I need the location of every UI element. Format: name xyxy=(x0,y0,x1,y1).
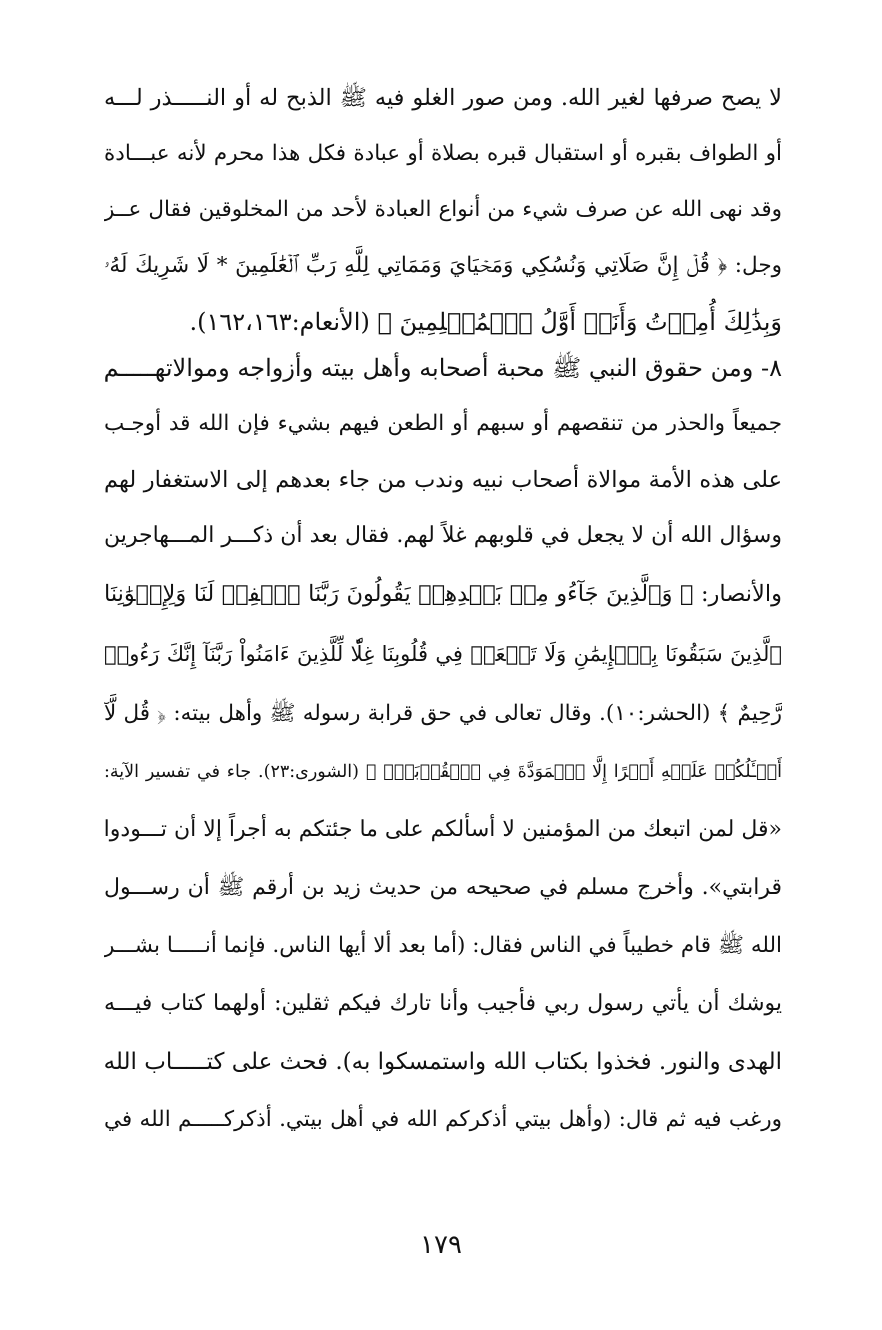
text-line: ورغب فيه ثم قال: (وأهل بيتي أذكركم الله في أهل بيتي. أذكركـــــم الله في xyxy=(104,1107,782,1132)
quran-verse-line: وجل: ﴿ قُلۡ إِنَّ صَلَاتِي وَنُسُكِي وَمَحۡيَايَ وَمَمَاتِي لِلَّهِ رَبِّ ٱلۡعَٰلَمِينَ * لَا شَرِيكَ لَهُۥ xyxy=(104,253,782,278)
quran-verse-line: أَسۡـَٔلُكُمۡ عَلَيۡهِ أَجۡرًا إِلَّا ٱلۡمَوَدَّةَ فِي ٱلۡقُرۡبَىٰۗ ﴾ (الشورى:٢٣). جاء في تفسير الآية: xyxy=(104,762,782,782)
text-line: جميعاً والحذر من تنقصهم أو سبهم أو الطعن فيهم بشيء فإن الله قد أوجـب xyxy=(104,411,782,436)
text-line: لا يصح صرفها لغير الله. ومن صور الغلو فيه ﷺ الذبح له أو النـــــذر لـــه xyxy=(104,85,782,111)
text-line: قرابتي». وأخرج مسلم في صحيحه من حديث زيد بن أرقم ﷺ أن رســـول xyxy=(104,875,782,900)
quran-verse-line: والأنصار: ﴿ وَٱلَّذِينَ جَآءُو مِنۢ بَعۡدِهِمۡ يَقُولُونَ رَبَّنَا ٱغۡفِرۡ لَنَا وَلِإِخۡوَٰنِنَا xyxy=(104,581,782,607)
text-line: «قل لمن اتبعك من المؤمنين لا أسألكم على ما جئتكم به أجراً إلا أن تـــودوا xyxy=(104,817,782,842)
page-number: ١٧٩ xyxy=(420,1230,462,1260)
text-line: أو الطواف بقبره أو استقبال قبره بصلاة أو عبادة فكل هذا محرم لأنه عبـــادة xyxy=(104,141,782,166)
text-line: وقد نهى الله عن صرف شيء من أنواع العبادة لأحد من المخلوقين فقال عــز xyxy=(104,197,782,222)
text-line: الهدى والنور. فخذوا بكتاب الله واستمسكوا به). فحث على كتـــــاب الله xyxy=(104,1049,782,1075)
text-line: ٨- ومن حقوق النبي ﷺ محبة أصحابه وأهل بيته وأزواجه وموالاتهـــــم xyxy=(104,354,782,382)
quran-verse-line: وَبِذَٰلِكَ أُمِرۡتُ وَأَنَا۠ أَوَّلُ ٱلۡمُسۡلِمِينَ ﴾ (الأنعام:١٦٢،١٦٣). xyxy=(189,308,782,336)
text-line: على هذه الأمة موالاة أصحاب نبيه وندب من جاء بعدهم إلى الاستغفار لهم xyxy=(104,467,782,493)
text-line: وسؤال الله أن لا يجعل في قلوبهم غلاً لهم. فقال بعد أن ذكـــر المـــهاجرين xyxy=(104,523,782,548)
paragraph-1 xyxy=(104,74,782,364)
quran-verse-line: ٱلَّذِينَ سَبَقُونَا بِٱلۡإِيمَٰنِ وَلَا تَجۡعَلۡ فِي قُلُوبِنَا غِلّٗا لِّلَّذِينَ ءَامَنُواْ رَبَّنَآ إِنَّكَ رَءُوفٞ xyxy=(104,642,782,666)
text-line: الله ﷺ قام خطيباً في الناس فقال: (أما بعد ألا أيها الناس. فإنما أنـــــا بشـــر xyxy=(104,933,782,958)
text-line: يوشك أن يأتي رسول ربي فأجيب وأنا تارك فيكم ثقلين: أولهما كتاب فيـــه xyxy=(104,991,782,1016)
paragraph-2 xyxy=(104,344,782,1204)
quran-verse-line: رَّحِيمٌ ﴾ (الحشر:١٠). وقال تعالى في حق قرابة رسوله ﷺ وأهل بيته: ﴿ قُل لَّآ xyxy=(104,701,782,726)
